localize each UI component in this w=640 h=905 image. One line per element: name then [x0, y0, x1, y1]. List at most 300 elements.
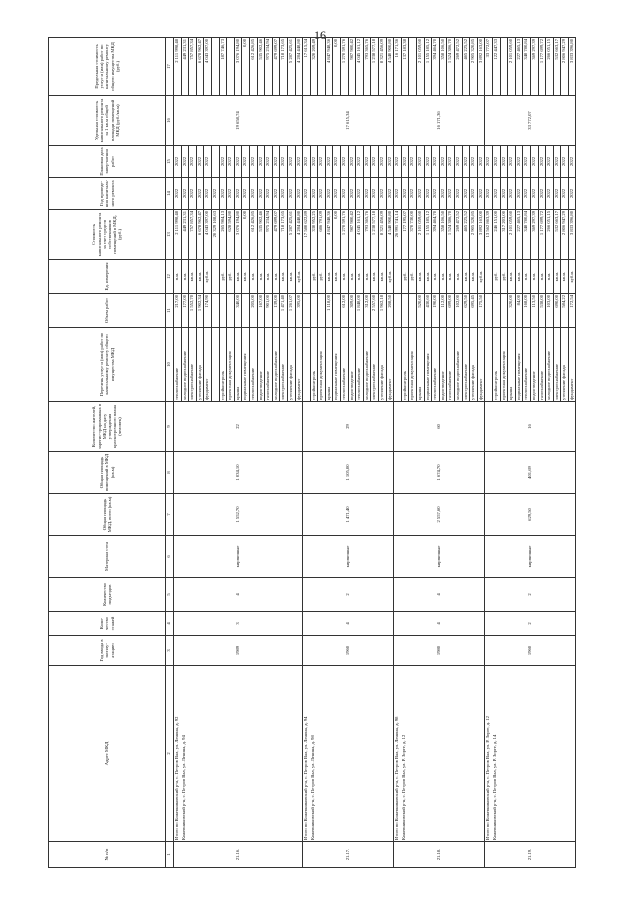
work-unit: кв.м. — [561, 260, 569, 294]
work-year: 2022 — [462, 178, 470, 210]
work-cost: 2 101 059,60 — [417, 210, 425, 260]
work-name: утепление фасада — [561, 328, 569, 402]
work-cost: 177 195,07 — [401, 210, 409, 260]
work-volume: 1 962,18 — [379, 294, 387, 328]
work-end-date: 2022 — [318, 146, 326, 178]
work-cost: 718 173,65 — [280, 210, 288, 260]
address-cell — [485, 666, 576, 842]
work-cost: 449 231,31 — [181, 210, 189, 260]
work-year: 2022 — [257, 178, 265, 210]
work-unit: руб. — [310, 260, 318, 294]
work-volume: 901,00 — [265, 294, 273, 328]
work-cost: 0,00 — [242, 210, 250, 260]
work-end-date: 2022 — [196, 146, 204, 178]
work-name: теплоснабжение — [356, 328, 364, 402]
work-volume: 320,00 — [508, 294, 516, 328]
work-limit: 2 806 947,29 — [561, 38, 569, 96]
column-number: 10 — [166, 328, 174, 402]
work-year: 2022 — [196, 178, 204, 210]
work-volume — [318, 294, 326, 328]
work-year: 2022 — [265, 178, 273, 210]
work-end-date: 2022 — [341, 146, 349, 178]
work-limit: 358 106,50 — [439, 38, 447, 96]
work-year: 2022 — [341, 178, 349, 210]
work-end-date: 2022 — [348, 146, 356, 178]
work-cost: 370 730,00 — [409, 210, 417, 260]
work-unit: руб. — [409, 260, 417, 294]
work-limit: 4 540 900,80 — [386, 38, 394, 96]
work-end-date: 2022 — [508, 146, 516, 178]
work-year: 2022 — [242, 178, 250, 210]
work-unit: куб.м. — [204, 260, 212, 294]
work-unit: руб. — [492, 260, 500, 294]
address-next: Кожевниковский р-н, с. Петров Вал, ул. Ленина, д. 94 — [180, 735, 186, 840]
year-cell: 1980 — [394, 636, 485, 666]
work-cost: 1 155 185,12 — [424, 210, 432, 260]
work-end-date: 2022 — [470, 146, 478, 178]
work-name: холодное водоснабжение — [363, 328, 371, 402]
work-end-date: 2022 — [546, 146, 554, 178]
work-end-date: 2022 — [257, 146, 265, 178]
work-unit: кв.м. — [242, 260, 250, 294]
work-name: проектная документация — [227, 328, 235, 402]
floors-cell: 3 — [174, 612, 303, 636]
work-cost: 479 699,07 — [272, 210, 280, 260]
work-unit: кв.м. — [189, 260, 197, 294]
work-volume: 612,00 — [341, 294, 349, 328]
work-end-date: 2022 — [204, 146, 212, 178]
work-unit: кв.м. — [333, 260, 341, 294]
work-end-date: 2022 — [568, 146, 576, 178]
column-number: 12 — [166, 260, 174, 294]
work-name: утепление фасада — [470, 328, 478, 402]
work-year: 2022 — [538, 178, 546, 210]
rotated-table-container — [48, 38, 638, 868]
column-header: Количество подъездов — [49, 578, 166, 612]
column-number: 16 — [166, 96, 174, 146]
work-cost: 3 892 163,00 — [477, 210, 485, 260]
work-year: 2022 — [211, 178, 219, 210]
work-unit: кв.м. — [325, 260, 333, 294]
work-volume: 1 118,00 — [325, 294, 333, 328]
work-cost: 987 980,42 — [348, 210, 356, 260]
work-cost: 757 857,34 — [189, 210, 197, 260]
work-limit: 612 426,85 — [249, 38, 257, 96]
work-limit: 17 615,34 — [303, 38, 311, 96]
row-number: 21.16. — [174, 842, 303, 868]
work-end-date: 2022 — [363, 146, 371, 178]
column-header: Коли-чество этажей — [49, 612, 166, 636]
work-year: 2022 — [303, 178, 311, 210]
work-end-date: 2022 — [249, 146, 257, 178]
work-limit: 4 847 948,36 — [325, 38, 333, 96]
column-header: Ед. измерения — [49, 260, 166, 294]
work-name: подвальные помещения — [515, 328, 523, 402]
work-limit — [227, 38, 235, 96]
work-name: теплоснабжение — [249, 328, 257, 402]
column-header: Объем работ — [49, 294, 166, 328]
work-volume: 217,00 — [174, 294, 182, 328]
header-row — [49, 38, 166, 868]
work-name — [303, 328, 311, 402]
work-unit — [211, 260, 219, 294]
work-cost: 686 791,09 — [318, 210, 326, 260]
floors-cell: 2 — [485, 612, 576, 636]
work-limit — [500, 38, 508, 96]
work-cost: 628 594,80 — [227, 210, 235, 260]
rooms-area-cell: 1 105,00 — [303, 452, 394, 494]
work-year: 2022 — [508, 178, 516, 210]
work-end-date: 2022 — [492, 146, 500, 178]
work-year: 2022 — [523, 178, 531, 210]
work-year: 2022 — [363, 178, 371, 210]
work-name: проектная документация — [500, 328, 508, 402]
work-name: утепление фасада — [196, 328, 204, 402]
work-unit: руб. — [500, 260, 508, 294]
work-unit: п.м. — [439, 260, 447, 294]
work-limit: 793 365,76 — [363, 38, 371, 96]
work-end-date: 2022 — [287, 146, 295, 178]
work-limit: 1 177 699,72 — [538, 38, 546, 96]
material-cell: кирпичные — [394, 536, 485, 578]
work-name: водоотведение — [530, 328, 538, 402]
work-unit: кв.м. — [417, 260, 425, 294]
work-cost: 4 284 448,80 — [295, 210, 303, 260]
work-volume: 113,50 — [530, 294, 538, 328]
work-cost: 265 984,13 — [219, 210, 227, 260]
work-name: теплоснабжение — [523, 328, 531, 402]
work-cost: 13 562 863,39 — [485, 210, 493, 260]
work-volume: 1 261,07 — [287, 294, 295, 328]
table-row — [394, 38, 402, 868]
work-name: электроснабжение — [280, 328, 288, 402]
work-year: 2022 — [401, 178, 409, 210]
column-header: Год проведе-ния капиталь-ного ремонта — [49, 178, 166, 210]
work-unit: п.м. — [174, 260, 182, 294]
work-end-date: 2022 — [265, 146, 273, 178]
work-name: теплоснабжение — [174, 328, 182, 402]
work-unit: кв.м. — [424, 260, 432, 294]
work-name: водоотведение — [348, 328, 356, 402]
work-name: фундамент — [295, 328, 303, 402]
row-number: 21.18. — [394, 842, 485, 868]
work-end-date: 2022 — [538, 146, 546, 178]
work-volume — [219, 294, 227, 328]
column-header: № п/п — [49, 842, 166, 868]
work-limit — [409, 38, 417, 96]
work-unit: кв.м. — [508, 260, 516, 294]
work-name: проектная документация — [318, 328, 326, 402]
work-year: 2022 — [477, 178, 485, 210]
work-cost: 4 045 161,12 — [356, 210, 364, 260]
work-end-date: 2022 — [530, 146, 538, 178]
work-limit: 3 892 163,00 — [477, 38, 485, 96]
work-year: 2022 — [287, 178, 295, 210]
work-name: холодное водоснабжение — [181, 328, 189, 402]
work-limit: 266 051,15 — [546, 38, 554, 96]
work-end-date: 2022 — [310, 146, 318, 178]
work-unit: кв.м. — [287, 260, 295, 294]
work-limit: 1 238 577,18 — [371, 38, 379, 96]
page-number: 16 — [314, 28, 326, 42]
work-volume: 699,00 — [447, 294, 455, 328]
work-volume: 177,00 — [181, 294, 189, 328]
work-end-date: 2022 — [181, 146, 189, 178]
work-year: 2022 — [280, 178, 288, 210]
work-unit: кв.м. — [462, 260, 470, 294]
rooms-area-cell: 1 674,70 — [394, 452, 485, 494]
work-name: крыша — [234, 328, 242, 402]
work-limit: 137 183,38 — [401, 38, 409, 96]
work-volume: 205,00 — [249, 294, 257, 328]
work-unit: кв.м. — [553, 260, 561, 294]
work-cost: 1 270 591,76 — [341, 210, 349, 260]
work-unit: кв.м. — [379, 260, 387, 294]
address-next: Кожевниковский р-н, с. Петров Вал, ул. Ленина, д. 98 — [309, 735, 315, 840]
work-end-date: 2022 — [561, 146, 569, 178]
work-volume — [394, 294, 402, 328]
column-header: Адрес МКД — [49, 666, 166, 842]
work-cost: 2 806 947,29 — [561, 210, 569, 260]
work-cost: 4 847 948,36 — [325, 210, 333, 260]
work-limit: 3 076 194,80 — [234, 38, 242, 96]
work-volume: 167,00 — [257, 294, 265, 328]
work-name: подвальные помещения — [424, 328, 432, 402]
work-limit: 465 225,52 — [462, 38, 470, 96]
residents-cell: 22 — [174, 402, 303, 452]
work-volume — [409, 294, 417, 328]
work-volume: 430,60 — [424, 294, 432, 328]
column-header: Предельная стоимость услуг и (или) работ по капитальному ремонту общего имущества МКД (руб.) — [49, 38, 166, 96]
work-unit: кв.м. — [280, 260, 288, 294]
work-name: водоотведение — [257, 328, 265, 402]
floors-cell: 4 — [394, 612, 485, 636]
work-year: 2022 — [470, 178, 478, 210]
work-cost: 317 203,00 — [500, 210, 508, 260]
work-name: холодное водоснабжение — [546, 328, 554, 402]
work-year: 2022 — [500, 178, 508, 210]
work-name: подвальные помещения — [242, 328, 250, 402]
work-cost: 2 101 059,60 — [508, 210, 516, 260]
work-limit: 4 045 161,12 — [356, 38, 364, 96]
work-limit: 2 905 320,85 — [470, 38, 478, 96]
work-volume: 312,00 — [363, 294, 371, 328]
work-year: 2022 — [553, 178, 561, 210]
work-year: 2022 — [515, 178, 523, 210]
work-end-date: 2022 — [280, 146, 288, 178]
work-volume: 2 557,60 — [371, 294, 379, 328]
work-limit: 987 980,42 — [348, 38, 356, 96]
work-year: 2022 — [485, 178, 493, 210]
address-cell — [303, 666, 394, 842]
work-end-date: 2022 — [386, 146, 394, 178]
work-cost: 2 111 998,48 — [174, 210, 182, 260]
work-name: крыша — [508, 328, 516, 402]
unit-cost-cell: 16 171,36 — [394, 96, 485, 146]
work-volume: 695,45 — [470, 294, 478, 328]
address-total-label: Итого по Кожевниковский р-н, с. Петров Вал, ул. Р. Зорге, д. 12 — [485, 716, 491, 840]
work-limit — [318, 38, 326, 96]
table-row — [485, 38, 493, 868]
work-volume: 103,00 — [546, 294, 554, 328]
column-number: 9 — [166, 402, 174, 452]
work-year: 2022 — [348, 178, 356, 210]
work-name: электроснабжение — [462, 328, 470, 402]
work-unit: куб.м. — [386, 260, 394, 294]
column-number: 8 — [166, 452, 174, 494]
work-unit: куб.м. — [295, 260, 303, 294]
table-row — [303, 38, 311, 868]
work-year: 2022 — [333, 178, 341, 210]
column-number: 15 — [166, 146, 174, 178]
work-limit: 348 780,84 — [523, 38, 531, 96]
work-year: 2022 — [409, 178, 417, 210]
work-end-date: 2022 — [439, 146, 447, 178]
work-limit: 320 209,49 — [310, 38, 318, 96]
work-limit: 2 101 059,60 — [417, 38, 425, 96]
work-volume — [211, 294, 219, 328]
work-limit: 122 447,33 — [492, 38, 500, 96]
work-year: 2022 — [546, 178, 554, 210]
work-unit: руб. — [401, 260, 409, 294]
work-volume: 175,50 — [477, 294, 485, 328]
work-limit: 757 857,34 — [189, 38, 197, 96]
work-unit: п.м. — [523, 260, 531, 294]
unit-cost-cell: 33 772,07 — [485, 96, 576, 146]
work-limit: 1 524 386,70 — [447, 38, 455, 96]
work-end-date: 2022 — [174, 146, 182, 178]
work-limit — [211, 38, 219, 96]
work-volume — [310, 294, 318, 328]
work-year: 2022 — [219, 178, 227, 210]
work-end-date: 2022 — [242, 146, 250, 178]
column-number: 11 — [166, 294, 174, 328]
work-unit — [394, 260, 402, 294]
work-unit: руб. — [227, 260, 235, 294]
column-number: 4 — [166, 612, 174, 636]
work-year: 2022 — [272, 178, 280, 210]
total-area-cell: 1 471,40 — [303, 494, 394, 536]
work-name: фундамент — [568, 328, 576, 402]
work-year: 2022 — [204, 178, 212, 210]
work-year: 2022 — [356, 178, 364, 210]
work-volume: 102,00 — [454, 294, 462, 328]
material-cell: кирпичные — [485, 536, 576, 578]
work-limit: 8 321 456,09 — [379, 38, 387, 96]
work-volume: 112,00 — [439, 294, 447, 328]
column-number: 14 — [166, 178, 174, 210]
work-cost: 330 952,25 — [310, 210, 318, 260]
work-cost: 4 043 397,00 — [204, 210, 212, 260]
work-year: 2022 — [439, 178, 447, 210]
address-total-label: Итого по Кожевниковский р-н, с. Петров Вал, ул. Ленина, д. 94 — [303, 716, 309, 840]
column-header: Общая площадь МКД, всего (кв.м) — [49, 494, 166, 536]
work-volume: 1 902,34 — [196, 294, 204, 328]
work-volume: 139,00 — [272, 294, 280, 328]
work-unit — [303, 260, 311, 294]
work-limit: 718 173,65 — [280, 38, 288, 96]
work-year: 2022 — [310, 178, 318, 210]
work-limit: 2 101 059,60 — [508, 38, 516, 96]
work-year: 2022 — [424, 178, 432, 210]
residents-cell: 60 — [394, 402, 485, 452]
work-year: 2022 — [394, 178, 402, 210]
work-cost: 2 905 320,85 — [470, 210, 478, 260]
work-year: 2022 — [454, 178, 462, 210]
work-year: 2022 — [561, 178, 569, 210]
work-volume — [401, 294, 409, 328]
column-number: 1 — [166, 842, 174, 868]
work-unit: п.м. — [265, 260, 273, 294]
work-unit: п.м. — [530, 260, 538, 294]
work-year: 2022 — [568, 178, 576, 210]
column-header: Материал стен — [49, 536, 166, 578]
column-number: 2 — [166, 666, 174, 842]
address-total-label: Итого по Кожевниковский р-н, с. Петров Вал, ул. Ленина, д. 98 — [394, 716, 400, 840]
year-cell: 1960 — [303, 636, 394, 666]
work-limit: 479 699,07 — [272, 38, 280, 96]
work-year: 2022 — [447, 178, 455, 210]
work-cost: 394 464,70 — [432, 210, 440, 260]
work-cost: 266 051,15 — [546, 210, 554, 260]
work-unit — [485, 260, 493, 294]
work-cost: 612 426,85 — [249, 210, 257, 260]
work-limit: 532 663,17 — [553, 38, 561, 96]
work-year: 2022 — [295, 178, 303, 210]
work-unit: п.м. — [356, 260, 364, 294]
total-area-cell: 629,50 — [485, 494, 576, 536]
work-volume: 172,54 — [568, 294, 576, 328]
column-header: Общая площадь помещений в МКД (кв.м) — [49, 452, 166, 494]
work-volume — [485, 294, 493, 328]
work-cost: 26 991 741,14 — [394, 210, 402, 260]
work-volume: 1 552,70 — [189, 294, 197, 328]
work-name: электроснабжение — [189, 328, 197, 402]
work-end-date: 2022 — [454, 146, 462, 178]
year-cell: 1960 — [485, 636, 576, 666]
work-cost: 793 365,76 — [363, 210, 371, 260]
work-name: стройконтроль — [310, 328, 318, 402]
column-number: 5 — [166, 578, 174, 612]
work-end-date: 2022 — [356, 146, 364, 178]
column-header: Плановая дата завер-шения работ — [49, 146, 166, 178]
work-end-date: 2022 — [417, 146, 425, 178]
work-cost: 369 297,39 — [530, 210, 538, 260]
work-limit: 4 284 448,80 — [295, 38, 303, 96]
work-unit: куб.м. — [477, 260, 485, 294]
work-unit: п.м. — [546, 260, 554, 294]
work-unit: руб. — [318, 260, 326, 294]
work-cost: 532 663,17 — [553, 210, 561, 260]
work-year: 2022 — [492, 178, 500, 210]
work-unit: п.м. — [538, 260, 546, 294]
work-end-date: 2022 — [553, 146, 561, 178]
row-number: 21.17. — [303, 842, 394, 868]
work-cost: 8 321 456,09 — [379, 210, 387, 260]
work-limit: 5 287 425,61 — [287, 38, 295, 96]
work-limit: 394 464,70 — [432, 38, 440, 96]
work-limit: 6 678 962,47 — [196, 38, 204, 96]
work-unit: кв.м. — [470, 260, 478, 294]
work-end-date: 2022 — [333, 146, 341, 178]
work-volume: 395,00 — [295, 294, 303, 328]
work-unit: кв.м. — [371, 260, 379, 294]
work-year: 2022 — [234, 178, 242, 210]
row-number: 21.19. — [485, 842, 576, 868]
work-end-date: 2022 — [477, 146, 485, 178]
work-year: 2022 — [227, 178, 235, 210]
work-year: 2022 — [371, 178, 379, 210]
